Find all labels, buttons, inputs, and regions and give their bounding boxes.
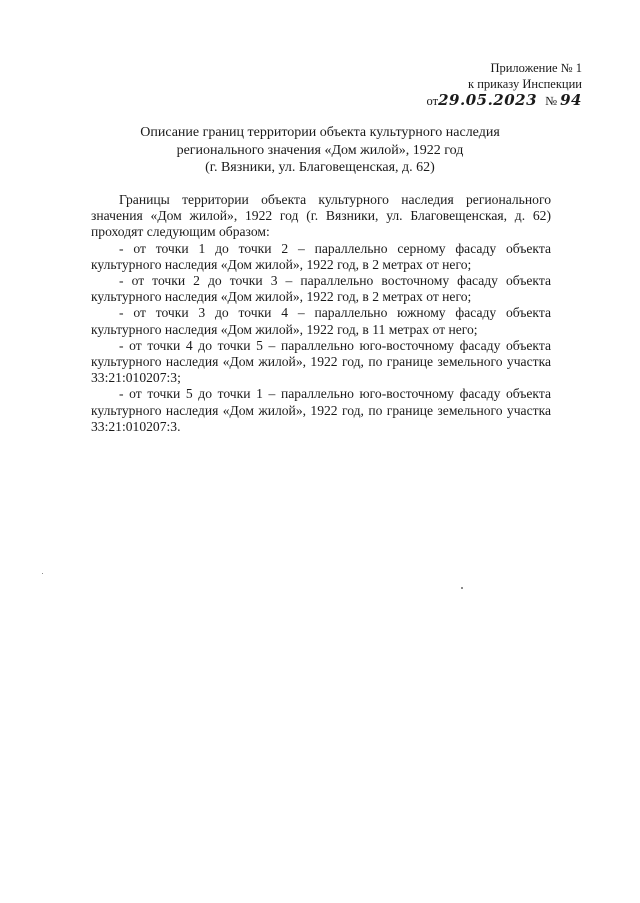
scan-speck — [461, 587, 463, 589]
boundary-item-2: - от точки 2 до точки 3 – параллельно восточному фасаду объекта культурного наследия «Дом жилой», 1922 год, в 2 метрах от него; — [91, 273, 551, 305]
intro-paragraph: Границы территории объекта культурного наследия регионального значения «Дом жилой», 1922 год (г. Вязники, ул. Благовещенская, д. 62) проходят следующим образом: — [91, 192, 551, 240]
handwritten-date: 29.05.2023 — [438, 91, 538, 109]
title-line-2: регионального значения «Дом жилой», 1922 год — [176, 142, 464, 158]
appendix-header — [427, 60, 582, 109]
boundary-item-3: - от точки 3 до точки 4 – параллельно южному фасаду объекта культурного наследия «Дом жилой», 1922 год, в 11 метрах от него; — [91, 305, 551, 337]
title-line-3: (г. Вязники, ул. Благовещенская, д. 62) — [205, 160, 435, 175]
handwritten-number: 94 — [560, 91, 582, 109]
date-prefix: от — [426, 94, 439, 108]
appendix-date-number — [427, 92, 582, 109]
appendix-order-ref: к приказу Инспекции — [468, 77, 582, 91]
boundary-item-5: - от точки 5 до точки 1 – параллельно юго-восточному фасаду объекта культурного наследия «Дом жилой», 1922 год, по границе земельного участка 33:21:010207:3. — [91, 386, 551, 434]
title-line-1: Описание границ территории объекта культурного наследия — [140, 125, 500, 140]
number-label: № — [545, 94, 557, 108]
boundary-item-1: - от точки 1 до точки 2 – параллельно серному фасаду объекта культурного наследия «Дом жилой», 1922 год, в 2 метрах от него; — [91, 240, 551, 272]
boundary-item-4: - от точки 4 до точки 5 – параллельно юго-восточному фасаду объекта культурного наследия «Дом жилой», 1922 год, по границе земельного участка 33:21:010207:3; — [91, 337, 551, 386]
document-title — [90, 124, 550, 177]
scan-speck — [42, 573, 43, 574]
document-body — [91, 192, 551, 435]
appendix-title: Приложение № 1 — [490, 61, 582, 75]
